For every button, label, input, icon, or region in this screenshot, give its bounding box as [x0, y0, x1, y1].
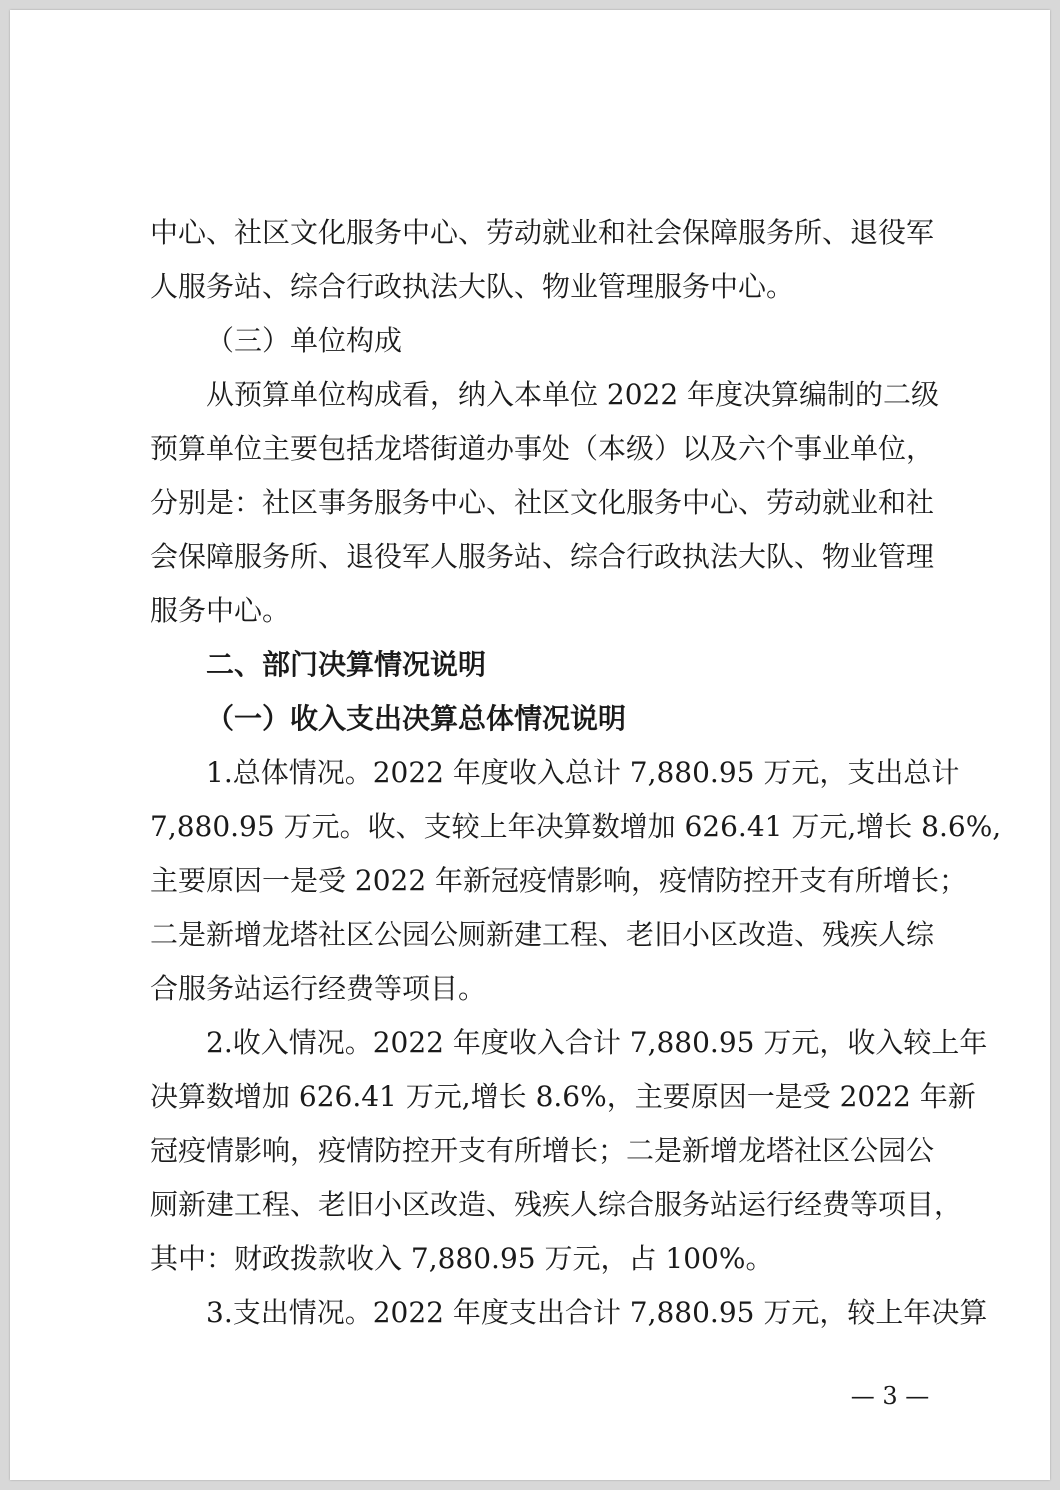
paragraph-line: 从预算单位构成看，纳入本单位 2022 年度决算编制的二级	[206, 378, 940, 411]
paragraph-line: 厕新建工程、老旧小区改造、残疾人综合服务站运行经费等项目，	[150, 1188, 963, 1221]
paragraph-line: 1.总体情况。2022 年度收入总计 7,880.95 万元，支出总计	[206, 756, 960, 789]
paragraph-line: 冠疫情影响，疫情防控开支有所增长；二是新增龙塔社区公园公	[150, 1134, 935, 1167]
section-subheading: （一）收入支出决算总体情况说明	[206, 702, 627, 735]
paragraph-line: 分别是：社区事务服务中心、社区文化服务中心、劳动就业和社	[150, 486, 935, 519]
paragraph-line: 3.支出情况。2022 年度支出合计 7,880.95 万元，较上年决算	[206, 1296, 988, 1329]
paragraph-line: 会保障服务所、退役军人服务站、综合行政执法大队、物业管理	[150, 540, 935, 573]
section-heading: 二、部门决算情况说明	[206, 648, 487, 681]
paragraph-line: 中心、社区文化服务中心、劳动就业和社会保障服务所、退役军	[150, 216, 935, 249]
paragraph-line: 预算单位主要包括龙塔街道办事处（本级）以及六个事业单位，	[150, 432, 935, 465]
document-page	[10, 10, 1050, 1480]
paragraph-line: 主要原因一是受 2022 年新冠疫情影响，疫情防控开支有所增长；	[150, 864, 968, 897]
page-number: — 3 —	[850, 1382, 930, 1410]
paragraph-line: 服务中心。	[150, 594, 291, 627]
paragraph-line: 其中：财政拨款收入 7,880.95 万元，占 100%。	[150, 1242, 774, 1275]
paragraph-line: 2.收入情况。2022 年度收入合计 7,880.95 万元，收入较上年	[206, 1026, 988, 1059]
paragraph-line: 7,880.95 万元。收、支较上年决算数增加 626.41 万元,增长 8.6%,	[150, 810, 1002, 843]
paragraph-line: 合服务站运行经费等项目。	[150, 972, 487, 1005]
section-subheading: （三）单位构成	[206, 324, 403, 357]
paragraph-line: 决算数增加 626.41 万元,增长 8.6%，主要原因一是受 2022 年新	[150, 1080, 976, 1113]
paragraph-line: 二是新增龙塔社区公园公厕新建工程、老旧小区改造、残疾人综	[150, 918, 935, 951]
body-text	[150, 206, 1002, 1340]
paragraph-line: 人服务站、综合行政执法大队、物业管理服务中心。	[150, 270, 795, 303]
